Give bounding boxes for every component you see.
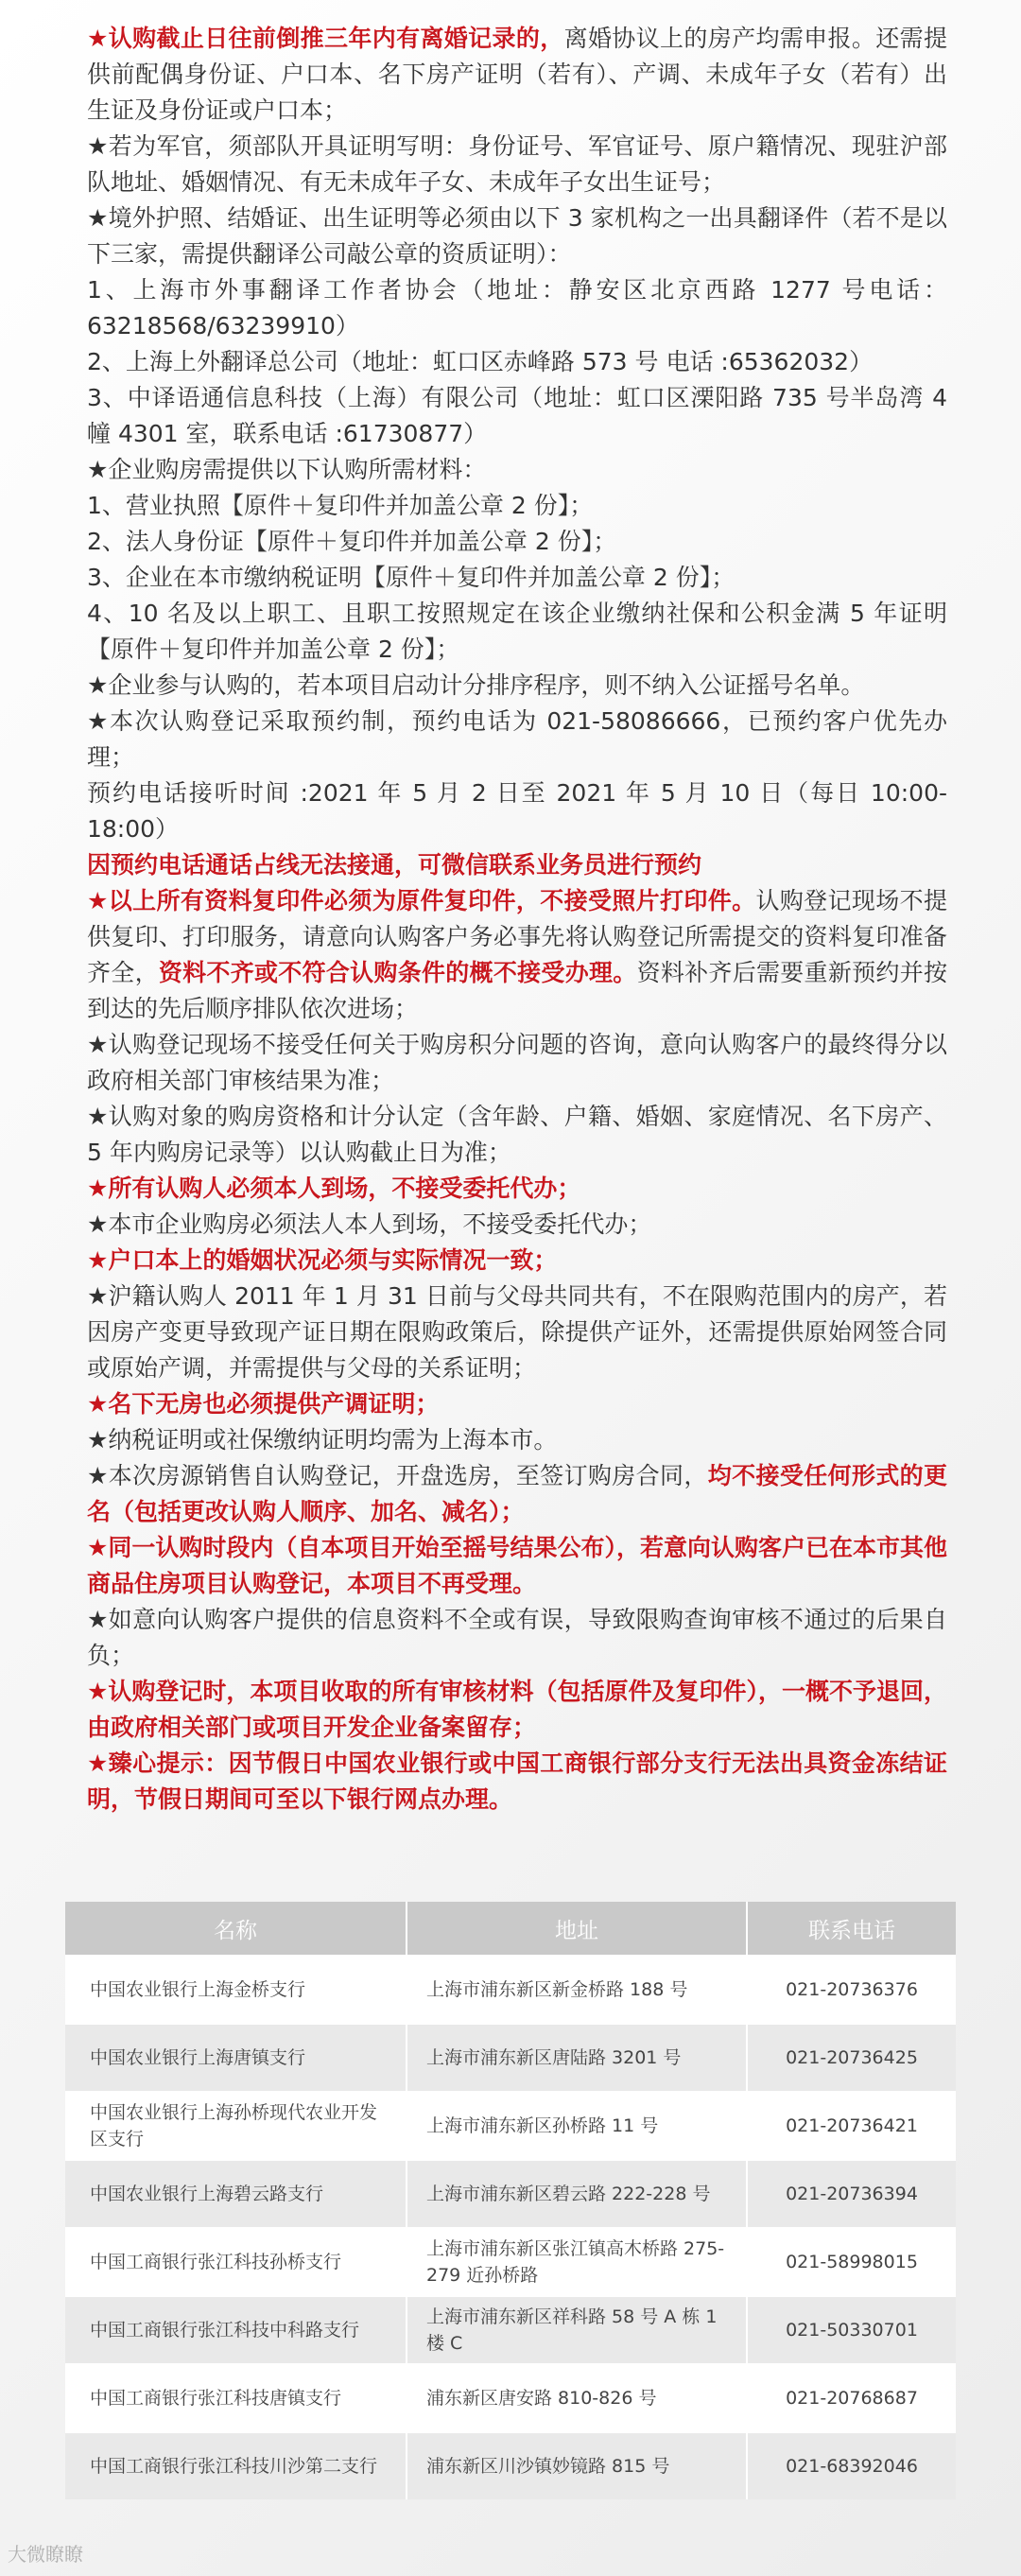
notice-paragraph bbox=[87, 1746, 947, 1818]
notice-paragraph bbox=[87, 129, 947, 200]
notice-paragraph bbox=[87, 668, 947, 704]
table-row bbox=[65, 2023, 956, 2091]
bank-branch-table-wrapper bbox=[65, 1902, 956, 2499]
notice-paragraph bbox=[87, 1099, 947, 1171]
notice-paragraph bbox=[87, 1386, 947, 1422]
highlight-text: ★臻心提示：因节假日中国农业银行或中国工商银行部分支行无法出具资金冻结证明，节假日期间可至以下银行网点办理。 bbox=[87, 1749, 947, 1813]
body-text: ★本市企业购房必须法人本人到场，不接受委托代办； bbox=[87, 1210, 652, 1238]
body-text: ★沪籍认购人 2011 年 1 月 31 日前与父母共同共有，不在限购范围内的房产，若因房产变更导致现产证日期在限购政策后，除提供产证外，还需提供原始网签合同或原始产调，并需提供与父母的关系证明； bbox=[87, 1282, 947, 1382]
cell-phone: 021-68392046 bbox=[748, 2431, 956, 2499]
highlight-text: ★认购登记时，本项目收取的所有审核材料（包括原件及复印件），一概不予退回，由政府相关部门或项目开发企业备案留存； bbox=[87, 1678, 947, 1741]
cell-phone: 021-20736376 bbox=[748, 1955, 956, 2023]
notice-paragraph bbox=[87, 883, 947, 1027]
notice-paragraph bbox=[87, 1458, 947, 1530]
notice-paragraph bbox=[87, 847, 947, 883]
notice-paragraph bbox=[87, 1530, 947, 1602]
cell-phone: 021-50330701 bbox=[748, 2295, 956, 2363]
body-text: ★境外护照、结婚证、出生证明等必须由以下 3 家机构之一出具翻译件（若不是以下三家，需提供翻译公司敲公章的资质证明）： bbox=[87, 204, 947, 268]
notice-paragraph bbox=[87, 560, 947, 596]
cell-branch-name: 中国工商银行张江科技孙桥支行 bbox=[65, 2227, 407, 2295]
notice-paragraph bbox=[87, 775, 947, 847]
notice-paragraph bbox=[87, 1243, 947, 1279]
cell-address: 浦东新区川沙镇妙镜路 815 号 bbox=[407, 2431, 748, 2499]
cell-branch-name: 中国农业银行上海金桥支行 bbox=[65, 1955, 407, 2023]
cell-phone: 021-20768687 bbox=[748, 2363, 956, 2431]
notice-text bbox=[87, 21, 947, 1818]
cell-address: 上海市浦东新区孙桥路 11 号 bbox=[407, 2091, 748, 2159]
table-row bbox=[65, 2295, 956, 2363]
body-text: ★本次房源销售自认购登记，开盘选房，至签订购房合同， bbox=[87, 1462, 708, 1489]
highlight-text: 资料不齐或不符合认购条件的概不接受办理。 bbox=[158, 959, 637, 986]
highlight-text: ★名下无房也必须提供产调证明； bbox=[87, 1390, 440, 1418]
cell-phone: 021-20736394 bbox=[748, 2159, 956, 2227]
notice-paragraph bbox=[87, 1602, 947, 1674]
body-text: 2、法人身份证【原件＋复印件并加盖公章 2 份】； bbox=[87, 528, 617, 555]
highlight-text: ★同一认购时段内（自本项目开始至摇号结果公布），若意向认购客户已在本市其他商品住房项目认购登记，本项目不再受理。 bbox=[87, 1534, 947, 1597]
table-row bbox=[65, 2159, 956, 2227]
highlight-text: 因预约电话通话占线无法接通，可微信联系业务员进行预约 bbox=[87, 851, 702, 879]
watermark-logo: 大微瞭瞭 bbox=[8, 2543, 83, 2566]
highlight-text: 均不接受任何形式的更名（包括更改认购人顺序、加名、减名）； bbox=[87, 1462, 947, 1525]
bank-branch-table bbox=[65, 1902, 956, 2499]
body-text: 预约电话接听时间 :2021 年 5 月 2 日至 2021 年 5 月 10 日（每日 10:00-18:00） bbox=[87, 779, 947, 843]
notice-paragraph bbox=[87, 1422, 947, 1458]
cell-phone: 021-20736421 bbox=[748, 2091, 956, 2159]
cell-address: 浦东新区唐安路 810-826 号 bbox=[407, 2363, 748, 2431]
table-row bbox=[65, 2091, 956, 2159]
body-text: 1、上海市外事翻译工作者协会（地址：静安区北京西路 1277 号电话：63218568/63239910） bbox=[87, 276, 947, 339]
table-row bbox=[65, 1955, 956, 2023]
table-row bbox=[65, 2431, 956, 2499]
cell-branch-name: 中国工商银行张江科技川沙第二支行 bbox=[65, 2431, 407, 2499]
notice-paragraph bbox=[87, 524, 947, 560]
cell-address: 上海市浦东新区新金桥路 188 号 bbox=[407, 1955, 748, 2023]
body-text: 资料补齐后需要重新预约并按到达的先后顺序排队依次进场； bbox=[87, 959, 947, 1022]
body-text: ★本次认购登记采取预约制，预约电话为 021-58086666，已预约客户优先办理； bbox=[87, 707, 947, 771]
body-text: ★认购登记现场不接受任何关于购房积分问题的咨询，意向认购客户的最终得分以政府相关部门审核结果为准； bbox=[87, 1031, 947, 1094]
cell-branch-name: 中国工商银行张江科技唐镇支行 bbox=[65, 2363, 407, 2431]
body-text: 1、营业执照【原件＋复印件并加盖公章 2 份】； bbox=[87, 492, 594, 519]
notice-paragraph bbox=[87, 1674, 947, 1746]
table-header-row bbox=[65, 1902, 956, 1955]
body-text: ★如意向认购客户提供的信息资料不全或有误，导致限购查询审核不通过的后果自负； bbox=[87, 1606, 947, 1669]
body-text: 3、中译语通信息科技（上海）有限公司（地址：虹口区溧阳路 735 号半岛湾 4 幢 4301 室，联系电话 :61730877） bbox=[87, 384, 947, 447]
body-text: ★若为军官，须部队开具证明写明：身份证号、军官证号、原户籍情况、现驻沪部队地址、婚姻情况、有无未成年子女、未成年子女出生证号； bbox=[87, 132, 947, 196]
notice-paragraph bbox=[87, 1171, 947, 1207]
body-text: 认购登记现场不提供复印、打印服务，请意向认购客户务必事先将认购登记所需提交的资料复印准备齐全， bbox=[87, 887, 947, 986]
body-text: 2、上海上外翻译总公司（地址：虹口区赤峰路 573 号 电话 :65362032） bbox=[87, 348, 874, 375]
header-phone: 联系电话 bbox=[748, 1902, 956, 1955]
cell-address: 上海市浦东新区碧云路 222-228 号 bbox=[407, 2159, 748, 2227]
notice-paragraph bbox=[87, 1027, 947, 1099]
table-row bbox=[65, 2363, 956, 2431]
body-text: 3、企业在本市缴纳税证明【原件＋复印件并加盖公章 2 份】； bbox=[87, 564, 735, 591]
body-text: ★认购对象的购房资格和计分认定（含年龄、户籍、婚姻、家庭情况、名下房产、5 年内购房记录等）以认购截止日为准； bbox=[87, 1103, 947, 1166]
notice-paragraph bbox=[87, 1279, 947, 1386]
notice-paragraph bbox=[87, 21, 947, 129]
cell-phone: 021-20736425 bbox=[748, 2023, 956, 2091]
notice-paragraph bbox=[87, 452, 947, 488]
notice-paragraph bbox=[87, 488, 947, 524]
header-name: 名称 bbox=[65, 1902, 407, 1955]
body-text: ★纳税证明或社保缴纳证明均需为上海本市。 bbox=[87, 1426, 558, 1453]
notice-paragraph bbox=[87, 380, 947, 452]
notice-paragraph bbox=[87, 272, 947, 344]
notice-paragraph bbox=[87, 704, 947, 775]
cell-phone: 021-58998015 bbox=[748, 2227, 956, 2295]
notice-paragraph bbox=[87, 344, 947, 380]
cell-address: 上海市浦东新区祥科路 58 号 A 栋 1 楼 C bbox=[407, 2295, 748, 2363]
cell-branch-name: 中国农业银行上海唐镇支行 bbox=[65, 2023, 407, 2091]
cell-branch-name: 中国农业银行上海孙桥现代农业开发区支行 bbox=[65, 2091, 407, 2159]
body-text: ★企业购房需提供以下认购所需材料： bbox=[87, 456, 487, 483]
header-address: 地址 bbox=[407, 1902, 748, 1955]
body-text: 4、10 名及以上职工、且职工按照规定在该企业缴纳社保和公积金满 5 年证明【原件＋复印件并加盖公章 2 份】； bbox=[87, 600, 947, 663]
notice-paragraph bbox=[87, 596, 947, 668]
notice-paragraph bbox=[87, 200, 947, 272]
cell-branch-name: 中国农业银行上海碧云路支行 bbox=[65, 2159, 407, 2227]
highlight-text: ★以上所有资料复印件必须为原件复印件，不接受照片打印件。 bbox=[87, 887, 756, 914]
cell-branch-name: 中国工商银行张江科技中科路支行 bbox=[65, 2295, 407, 2363]
body-text: 离婚协议上的房产均需申报。还需提供前配偶身份证、户口本、名下房产证明（若有）、产调、未成年子女（若有）出生证及身份证或户口本； bbox=[87, 25, 947, 124]
table-row bbox=[65, 2227, 956, 2295]
highlight-text: ★户口本上的婚姻状况必须与实际情况一致； bbox=[87, 1246, 558, 1274]
cell-address: 上海市浦东新区张江镇高木桥路 275-279 近孙桥路 bbox=[407, 2227, 748, 2295]
notice-paragraph bbox=[87, 1207, 947, 1243]
highlight-text: ★认购截止日往前倒推三年内有离婚记录的， bbox=[87, 25, 564, 52]
cell-address: 上海市浦东新区唐陆路 3201 号 bbox=[407, 2023, 748, 2091]
body-text: ★企业参与认购的，若本项目启动计分排序程序，则不纳入公证摇号名单。 bbox=[87, 671, 865, 699]
highlight-text: ★所有认购人必须本人到场，不接受委托代办； bbox=[87, 1175, 581, 1202]
